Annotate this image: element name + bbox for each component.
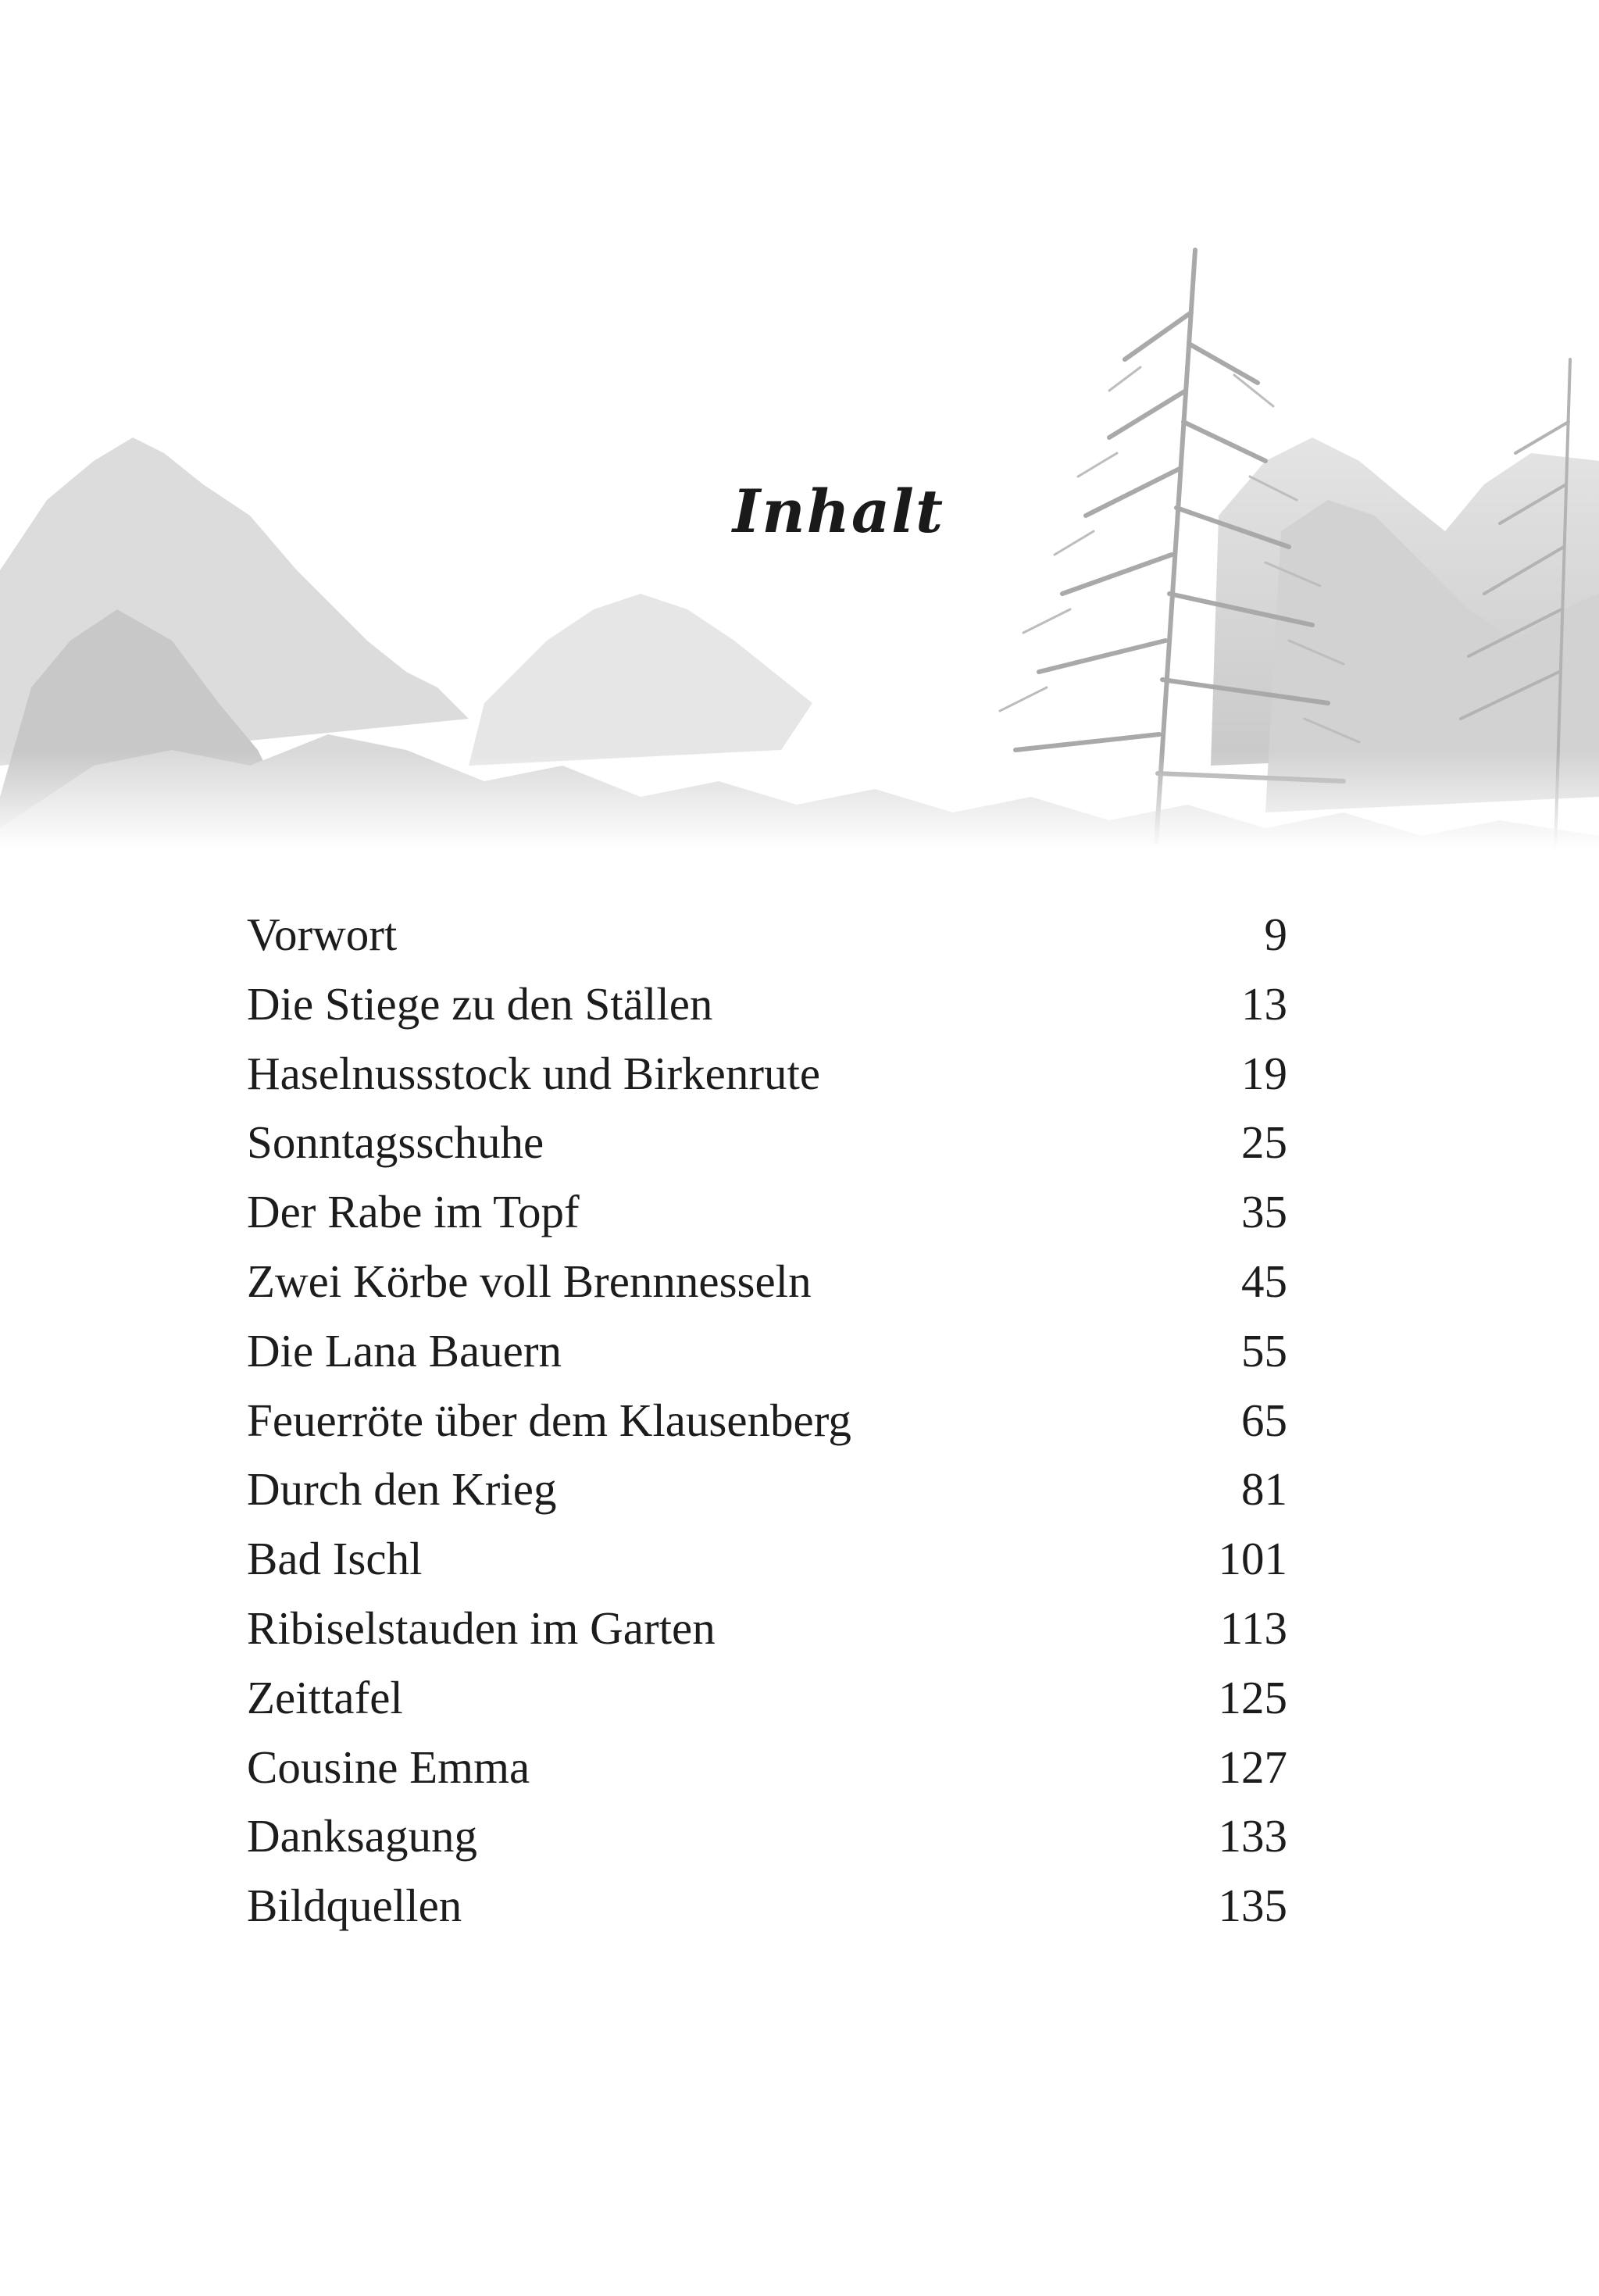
toc-entry-title: Haselnussstock und Birkenrute bbox=[247, 1047, 821, 1099]
toc-entry-page: 45 bbox=[1241, 1255, 1287, 1307]
toc-entry-title: Bad Ischl bbox=[247, 1533, 423, 1585]
toc-entry[interactable] bbox=[247, 1871, 1287, 1941]
toc-entry[interactable] bbox=[247, 1455, 1287, 1524]
toc-entry[interactable] bbox=[247, 1733, 1287, 1802]
toc-entry[interactable] bbox=[247, 1108, 1287, 1177]
toc-entry-page: 127 bbox=[1218, 1741, 1287, 1793]
toc-entry-title: Die Stiege zu den Ställen bbox=[247, 977, 713, 1030]
toc-entry-title: Die Lana Bauern bbox=[247, 1324, 562, 1377]
toc-entry-page: 35 bbox=[1241, 1186, 1287, 1238]
toc-entry[interactable] bbox=[247, 1663, 1287, 1733]
toc-entry-page: 125 bbox=[1218, 1671, 1287, 1723]
toc-entry-page: 13 bbox=[1241, 977, 1287, 1030]
toc-entry-page: 55 bbox=[1241, 1324, 1287, 1377]
toc-entry[interactable] bbox=[247, 1524, 1287, 1594]
toc-entry[interactable] bbox=[247, 1177, 1287, 1247]
toc-entry-page: 9 bbox=[1264, 909, 1287, 960]
mountain-landscape-illustration bbox=[0, 203, 1599, 906]
toc-entry[interactable] bbox=[247, 1801, 1287, 1871]
toc-entry[interactable] bbox=[247, 969, 1287, 1039]
toc-entry-title: Der Rabe im Topf bbox=[247, 1186, 580, 1238]
toc-entry-title: Vorwort bbox=[247, 909, 398, 960]
toc-entry-title: Cousine Emma bbox=[247, 1741, 530, 1793]
toc-entry-title: Sonntagsschuhe bbox=[247, 1116, 544, 1169]
toc-entry-page: 19 bbox=[1241, 1047, 1287, 1099]
toc-entry[interactable] bbox=[247, 1039, 1287, 1109]
toc-entry[interactable] bbox=[247, 900, 1287, 969]
toc-entry[interactable] bbox=[247, 1386, 1287, 1455]
toc-entry-page: 135 bbox=[1218, 1880, 1287, 1932]
toc-entry-page: 65 bbox=[1241, 1394, 1287, 1446]
toc-entry-title: Bildquellen bbox=[247, 1880, 462, 1932]
toc-entry-page: 81 bbox=[1241, 1463, 1287, 1516]
toc-entry-title: Zwei Körbe voll Brennnesseln bbox=[247, 1255, 812, 1307]
toc-entry-page: 133 bbox=[1218, 1810, 1287, 1862]
toc-entry-title: Danksagung bbox=[247, 1810, 477, 1862]
table-of-contents bbox=[247, 900, 1287, 1941]
toc-entry-title: Feuerröte über dem Klausenberg bbox=[247, 1394, 851, 1446]
toc-entry-title: Zeittafel bbox=[247, 1671, 403, 1723]
toc-entry-title: Ribiselstauden im Garten bbox=[247, 1601, 716, 1654]
toc-entry-page: 113 bbox=[1219, 1601, 1287, 1654]
toc-entry[interactable] bbox=[247, 1247, 1287, 1316]
toc-entry-title: Durch den Krieg bbox=[247, 1463, 557, 1516]
toc-entry[interactable] bbox=[247, 1594, 1287, 1663]
toc-entry-page: 25 bbox=[1241, 1116, 1287, 1169]
toc-entry-page: 101 bbox=[1218, 1533, 1287, 1585]
page-title: Inhalt bbox=[732, 477, 945, 546]
toc-entry[interactable] bbox=[247, 1316, 1287, 1386]
